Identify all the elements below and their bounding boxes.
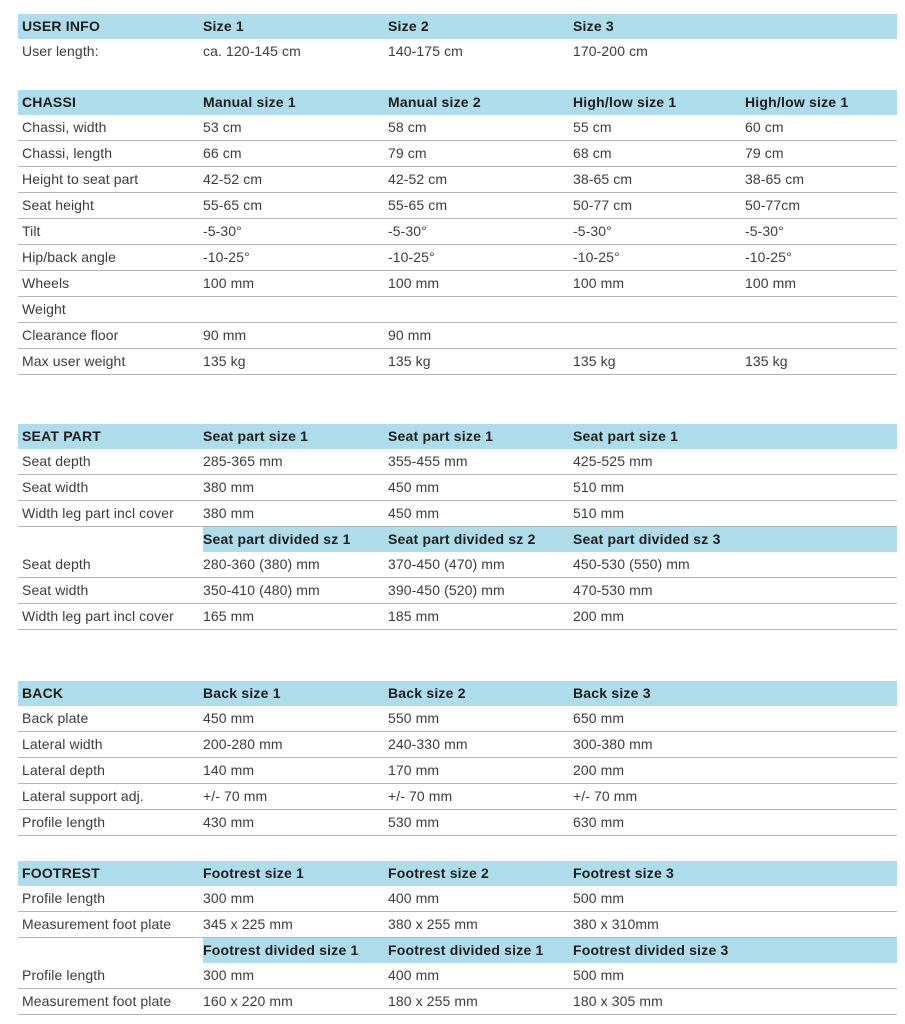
column-header: Back size 2 — [388, 681, 573, 706]
row-value: 345 x 225 mm — [203, 916, 293, 932]
table-row — [18, 706, 897, 732]
section-header-band — [18, 681, 897, 706]
row-value: -5-30° — [745, 223, 784, 239]
section-title: CHASSI — [18, 90, 203, 115]
row-value: 170 mm — [388, 762, 440, 778]
section-title: SEAT PART — [18, 424, 203, 449]
row-value: 200 mm — [573, 608, 625, 624]
row-label: Tilt — [22, 223, 41, 239]
row-value — [745, 784, 897, 809]
row-value: 38-65 cm — [745, 171, 805, 187]
row-label: Hip/back angle — [22, 249, 117, 265]
row-value: 630 mm — [573, 814, 625, 830]
row-value: 53 cm — [203, 119, 242, 135]
row-label: Measurement foot plate — [22, 993, 172, 1009]
section-chassi — [18, 90, 905, 375]
table-row — [18, 115, 897, 141]
row-value: 135 kg — [388, 353, 431, 369]
sub-header-band — [18, 938, 897, 963]
row-value: ca. 120-145 cm — [203, 43, 301, 59]
row-value — [745, 810, 897, 835]
column-header: Footrest size 1 — [203, 861, 388, 886]
row-value: -10-25° — [573, 249, 620, 265]
row-value: 300 mm — [203, 967, 255, 983]
row-value: -5-30° — [203, 223, 242, 239]
row-value — [745, 732, 897, 757]
row-value: 470-530 mm — [573, 582, 653, 598]
row-value: 160 x 220 mm — [203, 993, 293, 1009]
row-value: 140-175 cm — [388, 43, 463, 59]
table-row — [18, 732, 897, 758]
section-header-band — [18, 424, 897, 449]
table-row — [18, 501, 897, 527]
row-value: +/- 70 mm — [388, 788, 453, 804]
row-value: 530 mm — [388, 814, 440, 830]
row-value: 140 mm — [203, 762, 255, 778]
row-value: 350-410 (480) mm — [203, 582, 320, 598]
section-header-band — [18, 90, 897, 115]
table-row — [18, 784, 897, 810]
row-value: 50-77 cm — [573, 197, 633, 213]
section-title — [18, 938, 203, 963]
table-row — [18, 39, 897, 65]
row-value — [745, 604, 897, 629]
row-value: 170-200 cm — [573, 43, 648, 59]
row-value — [745, 963, 897, 988]
table-row — [18, 989, 897, 1015]
table-row — [18, 193, 897, 219]
column-header — [745, 861, 897, 886]
column-header — [745, 424, 897, 449]
row-value: 510 mm — [573, 479, 625, 495]
row-value: 68 cm — [573, 145, 612, 161]
row-value: 100 mm — [573, 275, 625, 291]
row-value: 55-65 cm — [388, 197, 448, 213]
section-header-band — [18, 14, 897, 39]
table-row — [18, 449, 897, 475]
row-value: 450 mm — [203, 710, 255, 726]
row-value: 380 x 255 mm — [388, 916, 478, 932]
row-value: 400 mm — [388, 967, 440, 983]
row-value: 390-450 (520) mm — [388, 582, 505, 598]
column-header: Footrest size 3 — [573, 861, 745, 886]
table-row — [18, 912, 897, 938]
row-label: Wheels — [22, 275, 70, 291]
row-value — [745, 449, 897, 474]
row-value: 135 kg — [203, 353, 246, 369]
row-label: Seat width — [22, 582, 89, 598]
row-label: Width leg part incl cover — [22, 608, 174, 624]
row-label: Seat depth — [22, 453, 91, 469]
row-label: Profile length — [22, 814, 106, 830]
row-value: 180 x 255 mm — [388, 993, 478, 1009]
section-title: BACK — [18, 681, 203, 706]
row-value: -10-25° — [203, 249, 250, 265]
section-title: FOOTREST — [18, 861, 203, 886]
row-value — [745, 706, 897, 731]
row-label: User length: — [22, 43, 99, 59]
table-row — [18, 604, 897, 630]
row-value — [745, 552, 897, 577]
spec-tables — [18, 14, 905, 1015]
section-title — [18, 527, 203, 552]
row-value: 185 mm — [388, 608, 440, 624]
column-header: Size 1 — [203, 14, 388, 39]
row-label: Height to seat part — [22, 171, 139, 187]
row-label: Width leg part incl cover — [22, 505, 174, 521]
row-value: +/- 70 mm — [573, 788, 638, 804]
row-label: Back plate — [22, 710, 89, 726]
table-row — [18, 886, 897, 912]
row-value — [745, 758, 897, 783]
row-value: 66 cm — [203, 145, 242, 161]
row-label: Measurement foot plate — [22, 916, 172, 932]
row-value: 450 mm — [388, 505, 440, 521]
row-label: Clearance floor — [22, 327, 119, 343]
table-row — [18, 475, 897, 501]
row-value: 400 mm — [388, 890, 440, 906]
table-row — [18, 141, 897, 167]
column-header: Footrest divided size 1 — [203, 938, 388, 963]
column-header — [745, 527, 897, 552]
column-header: Seat part divided sz 3 — [573, 527, 745, 552]
table-row — [18, 167, 897, 193]
row-value: 450-530 (550) mm — [573, 556, 690, 572]
section-back — [18, 681, 905, 836]
row-value: 425-525 mm — [573, 453, 653, 469]
row-value: -5-30° — [388, 223, 427, 239]
row-value: 180 x 305 mm — [573, 993, 663, 1009]
sub-header-band — [18, 527, 897, 552]
row-value: 430 mm — [203, 814, 255, 830]
column-header: Manual size 1 — [203, 90, 388, 115]
table-row — [18, 963, 897, 989]
row-label: Seat depth — [22, 556, 91, 572]
section-seat-part — [18, 424, 905, 630]
row-label: Max user weight — [22, 353, 126, 369]
section-header-band — [18, 861, 897, 886]
row-value — [745, 912, 897, 937]
row-value: 300-380 mm — [573, 736, 653, 752]
row-value: 165 mm — [203, 608, 255, 624]
row-value: 650 mm — [573, 710, 625, 726]
row-value — [745, 323, 897, 348]
row-value: 79 cm — [745, 145, 784, 161]
column-header: Footrest size 2 — [388, 861, 573, 886]
row-value: 500 mm — [573, 890, 625, 906]
column-header: Size 2 — [388, 14, 573, 39]
row-value: 280-360 (380) mm — [203, 556, 320, 572]
row-value: -5-30° — [573, 223, 612, 239]
row-value: -10-25° — [388, 249, 435, 265]
section-footrest — [18, 861, 905, 1015]
row-value: 55-65 cm — [203, 197, 263, 213]
section-user-info — [18, 14, 905, 65]
row-value: 100 mm — [203, 275, 255, 291]
row-value: 380 x 310mm — [573, 916, 659, 932]
row-value: 90 mm — [388, 327, 432, 343]
row-value: 500 mm — [573, 967, 625, 983]
row-label: Weight — [22, 301, 66, 317]
row-value: 510 mm — [573, 505, 625, 521]
row-value: 380 mm — [203, 505, 255, 521]
table-row — [18, 245, 897, 271]
column-header — [745, 938, 897, 963]
row-value: 50-77cm — [745, 197, 801, 213]
row-label: Chassi, width — [22, 119, 107, 135]
row-value: 450 mm — [388, 479, 440, 495]
row-value: 240-330 mm — [388, 736, 468, 752]
row-value: 90 mm — [203, 327, 247, 343]
table-row — [18, 810, 897, 836]
row-value — [745, 39, 897, 65]
row-label: Seat width — [22, 479, 89, 495]
row-value: 380 mm — [203, 479, 255, 495]
row-value: 38-65 cm — [573, 171, 633, 187]
row-value: 200-280 mm — [203, 736, 283, 752]
row-value — [745, 297, 897, 322]
row-value — [745, 475, 897, 500]
table-row — [18, 219, 897, 245]
row-value: +/- 70 mm — [203, 788, 268, 804]
row-value: 285-365 mm — [203, 453, 283, 469]
row-value: 100 mm — [388, 275, 440, 291]
column-header: Back size 3 — [573, 681, 745, 706]
table-row — [18, 552, 897, 578]
column-header — [745, 681, 897, 706]
row-label: Chassi, length — [22, 145, 113, 161]
row-label: Lateral support adj. — [22, 788, 144, 804]
column-header: High/low size 1 — [573, 90, 745, 115]
column-header: Seat part size 1 — [388, 424, 573, 449]
row-value — [745, 578, 897, 603]
row-value: 370-450 (470) mm — [388, 556, 505, 572]
column-header: High/low size 1 — [745, 90, 897, 115]
row-label: Seat height — [22, 197, 94, 213]
row-value — [573, 297, 745, 322]
table-row — [18, 271, 897, 297]
column-header — [745, 14, 897, 39]
column-header: Footrest divided size 1 — [388, 938, 573, 963]
row-value: 42-52 cm — [203, 171, 263, 187]
row-label: Profile length — [22, 890, 106, 906]
row-value: 300 mm — [203, 890, 255, 906]
row-value — [745, 501, 897, 526]
row-value: -10-25° — [745, 249, 792, 265]
column-header: Seat part size 1 — [573, 424, 745, 449]
row-value — [388, 297, 573, 322]
row-value — [745, 886, 897, 911]
table-row — [18, 578, 897, 604]
row-label: Lateral width — [22, 736, 103, 752]
row-label: Profile length — [22, 967, 106, 983]
row-value: 135 kg — [573, 353, 616, 369]
row-value: 55 cm — [573, 119, 612, 135]
section-title: USER INFO — [18, 14, 203, 39]
row-label: Lateral depth — [22, 762, 106, 778]
row-value — [573, 323, 745, 348]
row-value: 200 mm — [573, 762, 625, 778]
row-value: 135 kg — [745, 353, 788, 369]
column-header: Seat part divided sz 1 — [203, 527, 388, 552]
row-value: 550 mm — [388, 710, 440, 726]
row-value — [745, 989, 897, 1014]
table-row — [18, 349, 897, 375]
row-value — [203, 297, 388, 322]
column-header: Seat part divided sz 2 — [388, 527, 573, 552]
table-row — [18, 297, 897, 323]
column-header: Size 3 — [573, 14, 745, 39]
column-header: Manual size 2 — [388, 90, 573, 115]
row-value: 58 cm — [388, 119, 427, 135]
table-row — [18, 323, 897, 349]
row-value: 42-52 cm — [388, 171, 448, 187]
row-value: 79 cm — [388, 145, 427, 161]
row-value: 100 mm — [745, 275, 797, 291]
row-value: 355-455 mm — [388, 453, 468, 469]
table-row — [18, 758, 897, 784]
column-header: Footrest divided size 3 — [573, 938, 745, 963]
column-header: Back size 1 — [203, 681, 388, 706]
row-value: 60 cm — [745, 119, 784, 135]
column-header: Seat part size 1 — [203, 424, 388, 449]
